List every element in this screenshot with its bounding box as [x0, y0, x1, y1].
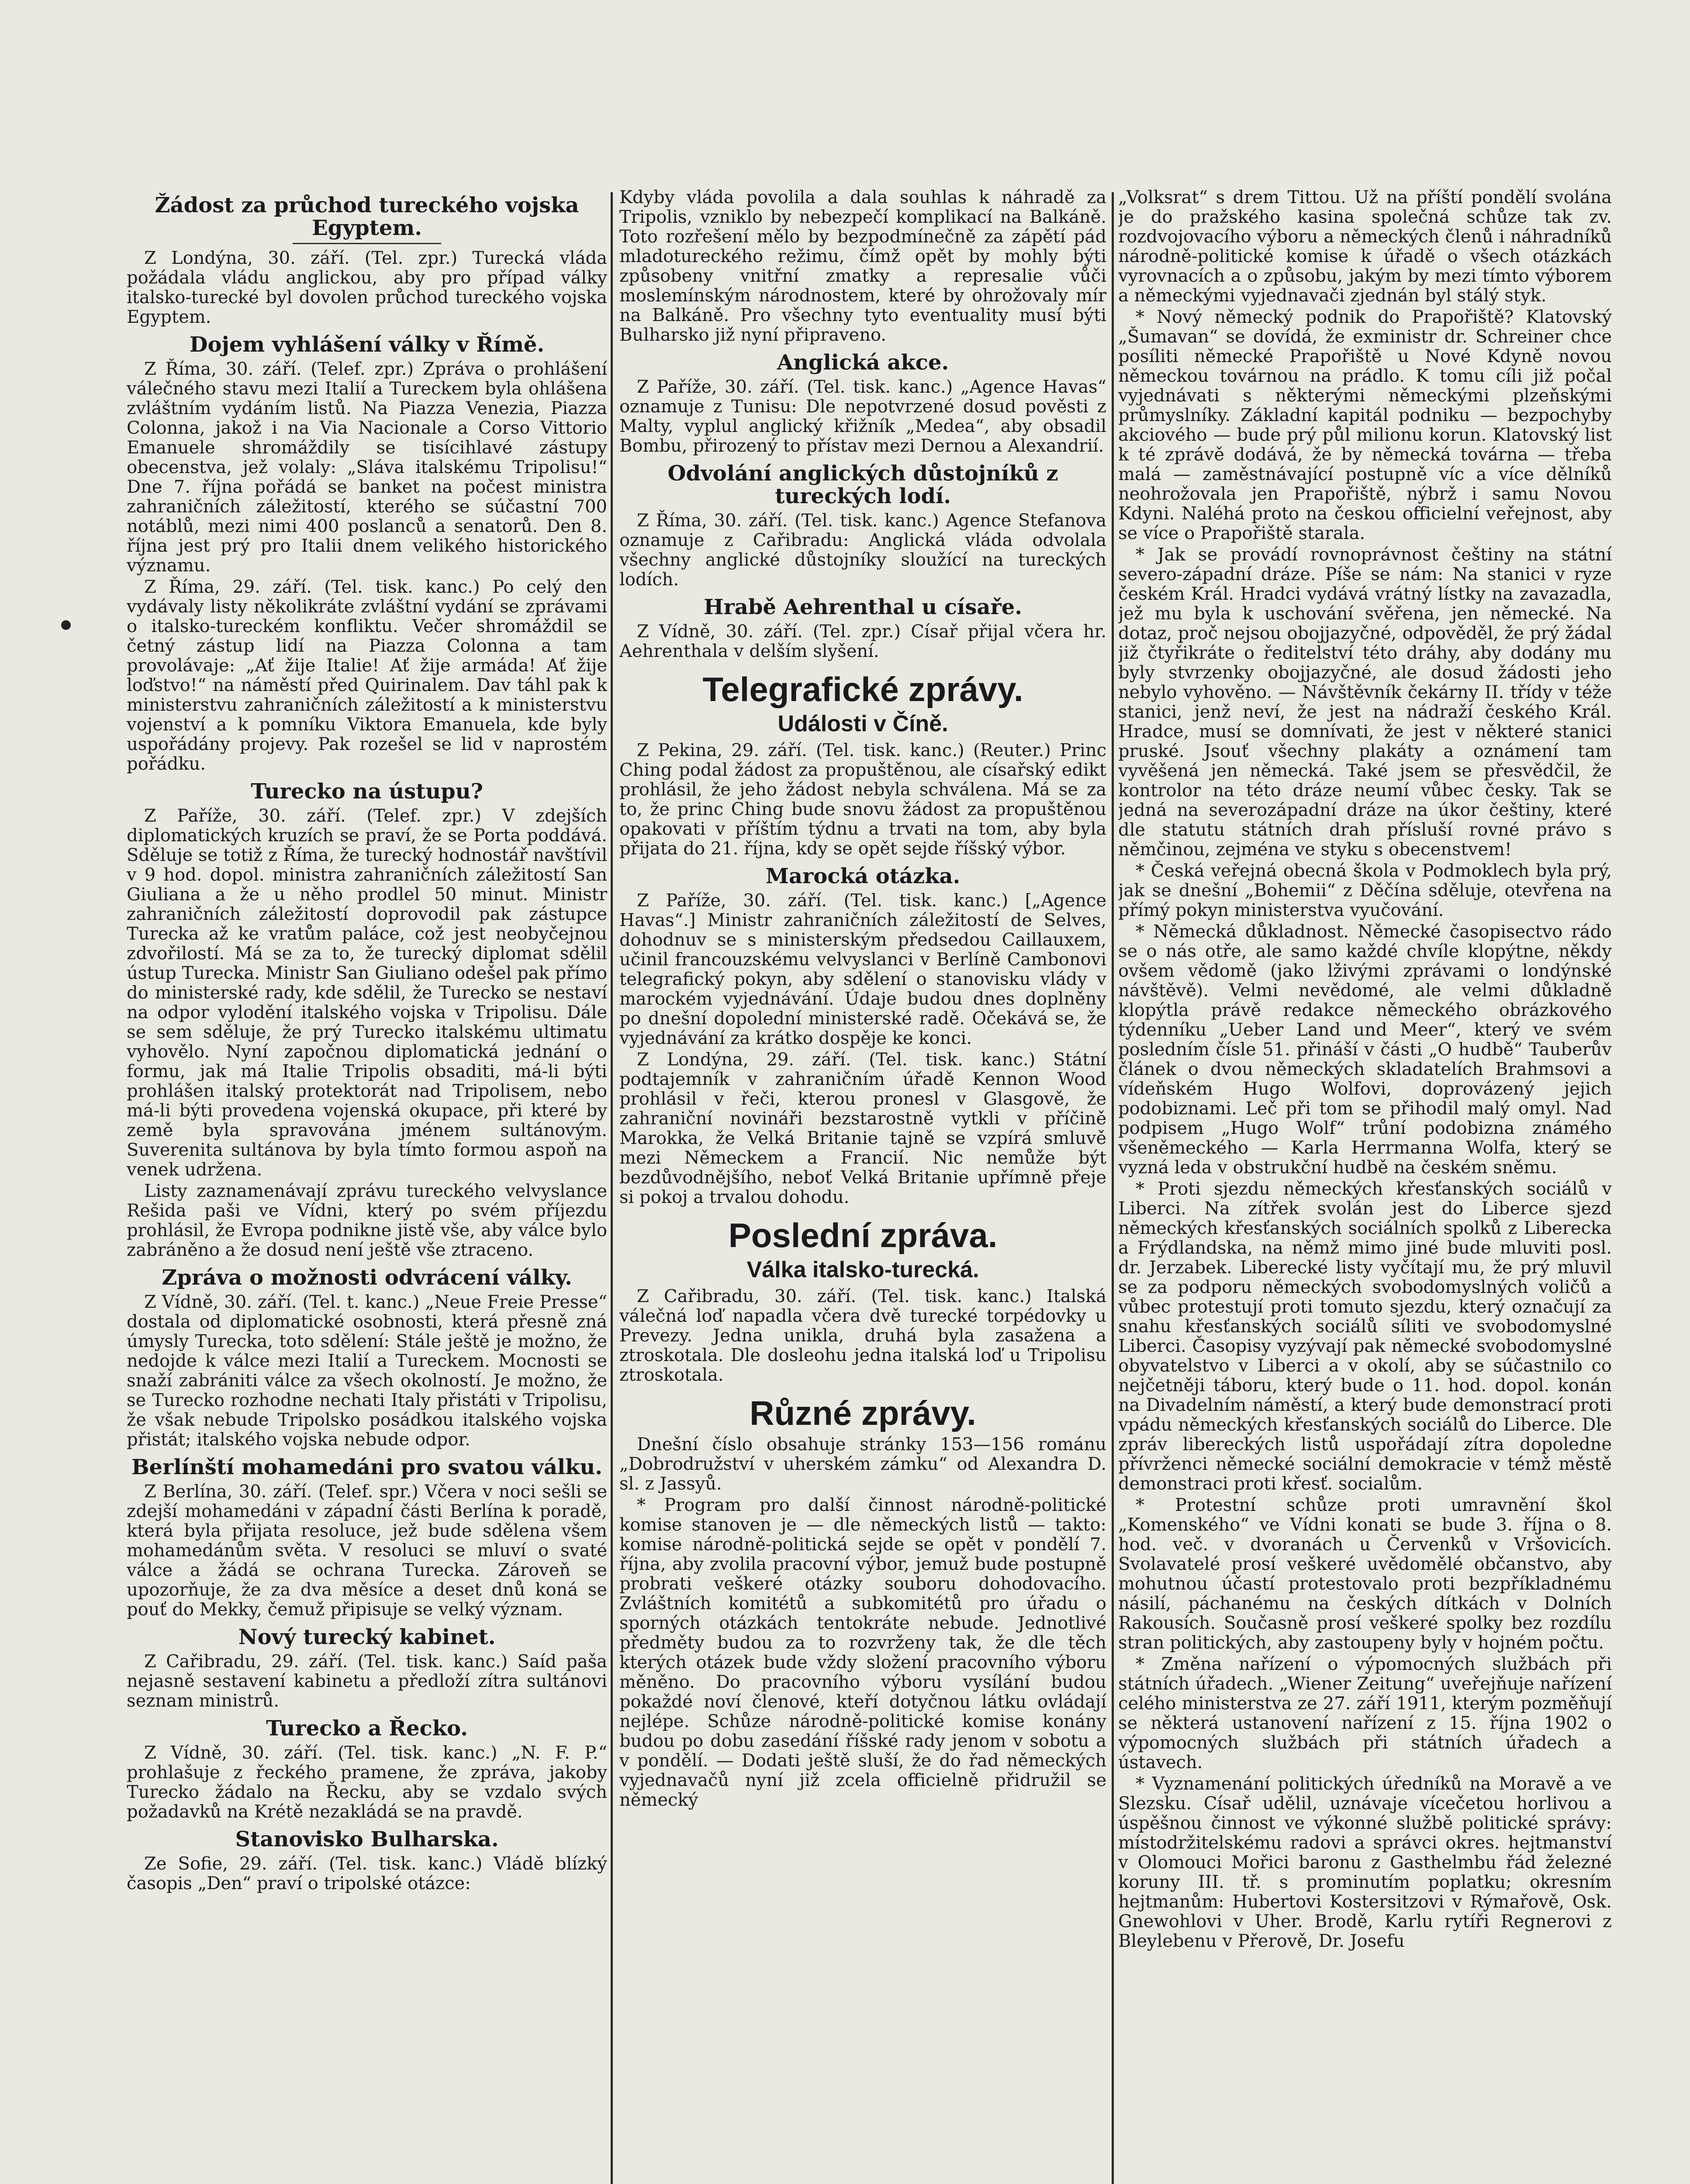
heading-posledni: Poslední zpráva.: [728, 1216, 998, 1254]
heading-dojem: Dojem vyhlášení války v Římě.: [189, 332, 545, 357]
paragraph: Kdyby vláda povolila a dala souhlas k náhradě za Tripolis, vzniklo by nebezpečí komplikací na Balkáně. Toto rozřešení mělo by bezpodmínečně za zápětí pád mladotureckého režimu, čímž opět by mohly býti způsobeny vnitřní zmatky a represalie vůči moslemínským národnostem, které by ohrožovaly mír na Balkáně. Pro všechny tyto eventuality musí býti Bulharsko již nyní připraveno.: [619, 188, 1106, 345]
column-1: [127, 188, 607, 2184]
paragraph: * Česká veřejná obecná škola v Podmoklech byla prý, jak se dnešní „Bohemii“ z Děčína sděluje, otevřena na přímý pokyn ministerstva vyučování.: [1118, 861, 1612, 920]
heading-valka: Válka italsko-turecká.: [747, 1257, 979, 1282]
paragraph: Z Říma, 29. září. (Tel. tisk. kanc.) Po celý den vydávaly listy několikráte zvláštní vydání se zprávami o italsko-tureckém konfliktu. Večer shromáždil se četný zástup lidí na Piazza Colonna a tam provolávaje: „Ať žije Italie! Ať žije armáda! Ať žije loďstvo!“ na náměstí před Quirinalem. Dav táhl pak k ministerstvu zahraničních záležitostí a k ministerstvu vojenství a k pomníku Viktora Emanuela, kde byly uspořádány projevy. Pak rozešel se lid v naprostém pořádku.: [127, 577, 607, 774]
heading-telegraficke: Telegrafické zprávy.: [702, 670, 1023, 708]
heading-ruzne: Různé zprávy.: [750, 1394, 976, 1432]
paragraph: * Proti sjezdu německých křesťanských sociálů v Liberci. Na zítřek svolán jest do Liberce sjezd německých křesťanských sociálních spolků z Liberecka a Frýdlandska, na němž mimo jiné bude mluviti posl. dr. Jerzabek. Liberecké listy vyčítají mu, že prý mluvil se za podporu německých svobodomyslných voličů a vůbec protestují proti tomuto sjezdu, který označují za snahu křesťanských sociálů síliti ve svobodomyslné Liberci. Časopisy vyzývají pak německé svobodomyslné obyvatelstvo v Liberci a v okolí, aby se súčastnilo co nejčetněji táboru, který bude o 11. hod. dopol. konán na Divadelním náměstí, a který bude demonstrací proti vpádu německých křesťanských sociálů do Liberce. Dle zpráv libereckých listů uspořádají zítra dopoledne přívrženci německé sociální demokracie v témž městě demonstraci proti křesť. socialům.: [1118, 1179, 1612, 1494]
heading-odvolani: Odvolání anglických důstojníků z tureckých lodí.: [667, 461, 1058, 508]
paragraph: Listy zaznamenávají zprávu tureckého velvyslance Rešida paši ve Vídni, který po svém příjezdu prohlásil, že Evropa podnikne jistě vše, aby válce bylo zabráněno a že dosud není ještě vše ztraceno.: [127, 1181, 607, 1260]
heading-bulharsko: Stanovisko Bulharska.: [235, 1827, 499, 1852]
paragraph: * Program pro další činnost národně-politické komise stanoven je — dle německých listů — takto: komise národně-politická sejde se opět v pondělí 7. října, aby zvolila pracovní výbor, jemuž bude postupně probrati veškeré otázky souboru dohodovacího. Zvláštních komitétů a subkomitétů pro úřadu o sporných otázkách tentokráte nebude. Jednotlivé předměty budou za to rozvrženy tak, že dle těch kterých otázek bude vždy složení pracovního výboru měněno. Do pracovního výboru vysílání budou pokaždé noví členové, kteří dotyčnou látku ovládají nejlépe. Schůze národně-politické komise konány budou po dobu zasedání říšské rady jenom v sobotu a v pondělí. — Dodati ještě sluší, že do řad německých vyjednavačů nyní již zcela officielně přidružil se německý: [619, 1495, 1106, 1810]
column-2: [619, 188, 1106, 2184]
paragraph: Z Cařibradu, 29. září. (Tel. tisk. kanc.) Saíd paša nejasně sestavení kabinetu a předloží zítra sultánovi seznam ministrů.: [127, 1652, 607, 1711]
paragraph: Z Cařibradu, 30. září. (Tel. tisk. kanc.) Italská válečná loď napadla včera dvě turecké torpédovky u Prevezy. Jedna unikla, druhá byla zasažena a ztroskotala. Dle dosleohu jedna italská loď u Tripolisu ztroskotala.: [619, 1286, 1106, 1385]
paragraph: Z Londýna, 29. září. (Tel. tisk. kanc.) Státní podtajemník v zahraničním úřadě Kennon Wood prohlásil v řeči, kterou pronesl v Glasgově, že zahraniční novináři bezstarostně vytkli v příčině Marokka, že Velká Britanie tajně se vzpírá smluvě mezi Německem a Francií. Nic nemůže být bezdůvodnějšího, neboť Velká Britanie upřímně přeje si pokoj a trvalou dohodu.: [619, 1050, 1106, 1207]
paragraph: Z Vídně, 30. září. (Tel. zpr.) Císař přijal včera hr. Aehrenthala v delším slyšení.: [619, 622, 1106, 661]
paragraph: Z Paříže, 30. září. (Telef. zpr.) V zdejších diplomatických kruzích se praví, že se Porta poddává. Sděluje se totiž z Říma, že turecký hodnostář navštívil v 9 hod. dopol. ministra zahraničních záležitostí San Giuliana a že u něho prodlel 50 minut. Ministr zahraničních záležitostí doprovodil pak zástupce Turecka až ke vratům paláce, což jest neobyčejnou zdvořilostí. Má se za to, že turecký diplomat sdělil ústup Turecka. Ministr San Giuliano odešel pak přímo do ministerské rady, kde sdělil, že Turecko se nestaví na odpor vylodění italského vojska v Tripolisu. Dále se sem sděluje, že prý Turecko italskému ultimatu vyhovělo. Nyní započnou diplomatická jednání o formu, jak má Italie Tripolis obsaditi, má-li býti prohlášen italský protektorát nad Tripolisem, nebo má-li býti provedena vojenská okupace, při které by země byla spravována jménem sultánovým. Suverenita sultánova by byla tímto formou aspoň na venek udržena.: [127, 806, 607, 1180]
heading-berlinsti: Berlínští mohamedáni pro svatou válku.: [131, 1455, 603, 1479]
paragraph: Z Vídně, 30. září. (Tel. t. kanc.) „Neue Freie Presse“ dostala od diplomatické osobnosti, která přesně zná úmysly Turecka, toto sdělení: Stále ještě je možno, že nedojde k válce mezi Italií a Tureckem. Mocnosti se snaží zabrániti válce za všech okolností. Je možno, že se Turecko rozhodne nechati Italy přistáti v Tripolisu, že však nebude Tripolsko posádkou italského vojska přistát; italského vojska nebude odpor.: [127, 1292, 607, 1450]
heading-marocka: Marocká otázka.: [765, 864, 961, 888]
paragraph: Z Berlína, 30. září. (Telef. spr.) Včera v noci sešli se zdejší mohamedáni v západní části Berlína k poradě, která byla přijata resoluce, jež bude sdělena všem mohamedánům světa. V resoluci se mluví o svaté válce a žádá se ochrana Turecka. Zároveň se upozorňuje, že za dva měsíce a deset dnů koná se pouť do Mekky, čemuž připisuje se velký význam.: [127, 1482, 607, 1620]
paragraph: Z Říma, 30. září. (Telef. zpr.) Zpráva o prohlášení válečného stavu mezi Italií a Tureckem byla ohlášena zvláštním vydáním listů. Na Piazza Venezia, Piazza Colonna, jakož i na Via Nacionale a Corso Vittorio Emanuele shromáždily se tisícihlavé zástupy obecenstva, jež volaly: „Sláva italskému Tripolisu!“ Dne 7. října pořádá se banket na počest ministra zahraničních záležitostí, kterého se súčastní 700 notáblů, mezi nimi 400 poslanců a senatorů. Den 8. října jest prý pro Italii dnem velikého historického významu.: [127, 359, 607, 576]
paragraph: * Protestní schůze proti umravnění škol „Komenského“ ve Vídni konati se bude 3. října o 8. hod. več. v dvoranách u Červenků v Vršovicích. Svolavatelé prosí veškeré uvědomělé občanstvo, aby mohutnou účastí protestovalo proti bezpříkladnému násilí, páchanému na českých dítkách v Dolních Rakousích. Současně prosí veškeré spolky bez rozdílu stran politických, aby zastoupeny byly v hojném počtu.: [1118, 1495, 1612, 1653]
heading-zadost: Žádost za průchod tureckého vojska Egyptem.: [155, 193, 579, 240]
paragraph: Z Pekina, 29. září. (Tel. tisk. kanc.) (Reuter.) Princ Ching podal žádost za propuštěnou, ale císařský edikt prohlásil, že jeho žádost nebyla schválena. Má se za to, že princ Ching bude snovu žádost za propuštěnou opakovati v příštím týdnu a trvati na tom, aby byla přijata do 21. října, kdy se opět sejde říšský výbor.: [619, 740, 1106, 859]
paragraph: * Jak se provádí rovnoprávnost češtiny na státní severo-západní dráze. Píše se nám: Na stanici v ryze českém Král. Hradci vydává vrátný lístky na zavazadla, jež mu byla k uschování svěřena, jen německé. Na dotaz, proč nejsou obojjazyčné, odpověděl, že prý žádal již čtyřikráte o ředitelství této dráhy, aby dodány mu byly stvrzenky obojjazyčné, ale dosud žádosti jeho nebylo vyhověno. — Návštěvník čekárny II. třídy v téže stanici, jenž neví, že jest na nádraží českého Král. Hradce, musí se domnívati, že jest v některé stanici pruské. Jsouť všechny plakáty a oznámení tam vyvěšená jen německá. Také jsem se přesvědčil, že kontrolor na této dráze neumí vůbec česky. Tak se jedná na severozápadní dráze na úkor češtiny, které dle statutu státních drah přísluší rovné právo s němčinou, zejména ve styku s obecenstvem!: [1118, 545, 1612, 860]
heading-aehrenthal: Hrabě Aehrenthal u císaře.: [704, 595, 1022, 619]
heading-recko: Turecko a Řecko.: [266, 1716, 468, 1741]
paragraph: Z Říma, 30. září. (Tel. tisk. kanc.) Agence Stefanova oznamuje z Cařibradu: Anglická vláda odvolala všechny anglické důstojníky sloužící na tureckých lodích.: [619, 511, 1106, 590]
paragraph: Z Paříže, 30. září. (Tel. tisk. kanc.) [„Agence Havas“.] Ministr zahraničních záležitostí de Selves, dohodnuv se s ministerským předsedou Caillauxem, učinil francouzskému velvyslanci v Berlíně Cambonovi telegrafický pokyn, aby sdělení o stanovisku vlády v marockém vyjednávání. Údaje budou dnes doplněny po dnešní dopolední ministerské radě. Očekává se, že vyjednávání za krátko dospěje ke konci.: [619, 891, 1106, 1048]
paragraph: Z Paříže, 30. září. (Tel. tisk. kanc.) „Agence Havas“ oznamuje z Tunisu: Dle nepotvrzené dosud pověsti z Malty, vyplul anglický křižník „Medea“, aby obsadil Bombu, přirozený to přístav mezi Dernou a Alexandrií.: [619, 377, 1106, 456]
heading-kabinet: Nový turecký kabinet.: [238, 1625, 496, 1649]
heading-odvraceni: Zpráva o možnosti odvrácení války.: [162, 1265, 572, 1290]
paragraph: * Nový německý podnik do Prapořiště? Klatovský „Šumavan“ se dovídá, že exministr dr. Schreiner chce posíliti německé Prapořiště u Nové Kdyně novou německou továrnou na prádlo. K tomu cíli již počal vyjednávati s některými německými plzeňskými průmyslníky. Základní kapitál podniku — bezpochyby akciového — bude prý půl milionu korun. Klatovský list k té zprávě dodává, že by německá továrna — třeba malá — zaměstnávající postupně víc a více dělníků neohrožovala jen Prapořiště, nýbrž i samu Novou Kdyni. Naléhá proto na českou officielní veřejnost, aby se více o Prapořiště starala.: [1118, 307, 1612, 543]
heading-turecko-ustup: Turecko na ústupu?: [251, 779, 483, 804]
paragraph: * Změna nařízení o výpomocných službách při státních úřadech. „Wiener Zeitung“ uveřejňuje nařízení celého ministerstva ze 27. září 1911, kterým pozměňují se některá ustanovení nařízení z 15. října 1902 o výpomocných službách při státních úřadech a ústavech.: [1118, 1654, 1612, 1773]
paragraph: * Vyznamenání politických úředníků na Moravě a ve Slezsku. Císař udělil, uznávaje vícečetou horlivou a úspěšnou činnost ve výkonné službě politické správy: místodržitelskému radovi a správci okres. hejtmanství v Olomouci Mořici baronu z Gasthelmbu řád železné koruny III. tř. s prominutím poplatku; okresním hejtmanům: Hubertovi Kostersitzovi v Rýmařově, Osk. Gnewohlovi v Uher. Brodě, Karlu rytíři Regnerovi z Bleylebenu v Přerově, Dr. Josefu: [1118, 1774, 1612, 1951]
ink-dot: [61, 620, 71, 630]
column-rule: [1112, 192, 1114, 2184]
heading-cina: Události v Číně.: [778, 711, 948, 736]
paragraph: * Německá důkladnost. Německé časopisectvo rádo se o nás otře, ale samo každé chvíle klopýtne, někdy ovšem vědomě (jako lživými zprávami o londýnské návštěvě). Velmi nevědomé, ale velmi důkladně klopýtla právě redakce německého obrázkového týdenníku „Ueber Land und Meer“, který ve svém posledním čísle 51. přináší v části „O hudbě“ Tauberův článek o dvou německých skladatelích Brahmsovi a vídeňském Hugo Wolfovi, doprovázený jejich podobiznami. Leč při tom se přihodil malý omyl. Nad podpisem „Hugo Wolf“ trůní podobizna známého všeněmeckého — Karla Herrmanna Wolfa, který se vyzná leda v obstrukční hudbě na českém sněmu.: [1118, 922, 1612, 1178]
paragraph: Ze Sofie, 29. září. (Tel. tisk. kanc.) Vládě blízký časopis „Den“ praví o tripolské otázce:: [127, 1854, 607, 1894]
paragraph: Z Londýna, 30. září. (Tel. zpr.) Turecká vláda požádala vládu anglickou, aby pro případ války italsko-turecké byl dovolen průchod tureckého vojska Egyptem.: [127, 248, 607, 327]
divider: [293, 243, 441, 244]
column-rule: [611, 192, 613, 2184]
heading-anglicka-akce: Anglická akce.: [777, 350, 949, 375]
column-3: [1118, 188, 1612, 2184]
paragraph: Dnešní číslo obsahuje stránky 153—156 románu „Dobrodružství v uherském zámku“ od Alexandra D. sl. z Jassyů.: [619, 1434, 1106, 1494]
paragraph: Z Vídně, 30. září. (Tel. tisk. kanc.) „N. F. P.“ prohlašuje z řeckého pramene, že zpráva, jakoby Turecko žádalo na Řecku, aby se vzdalo svých požadavků na Krétě nezakládá se na pravdě.: [127, 1743, 607, 1822]
paragraph: „Volksrat“ s drem Tittou. Už na příští pondělí svolána je do pražského kasina společná schůze tak zv. rozdvojovacího výboru a německých členů i náhradníků národně-politické komise k úřadě o všech otázkách vyrovnacích a o způsobu, jakým by mezi tímto výborem a německými vyjednavači zjednán byl stálý styk.: [1118, 188, 1612, 306]
